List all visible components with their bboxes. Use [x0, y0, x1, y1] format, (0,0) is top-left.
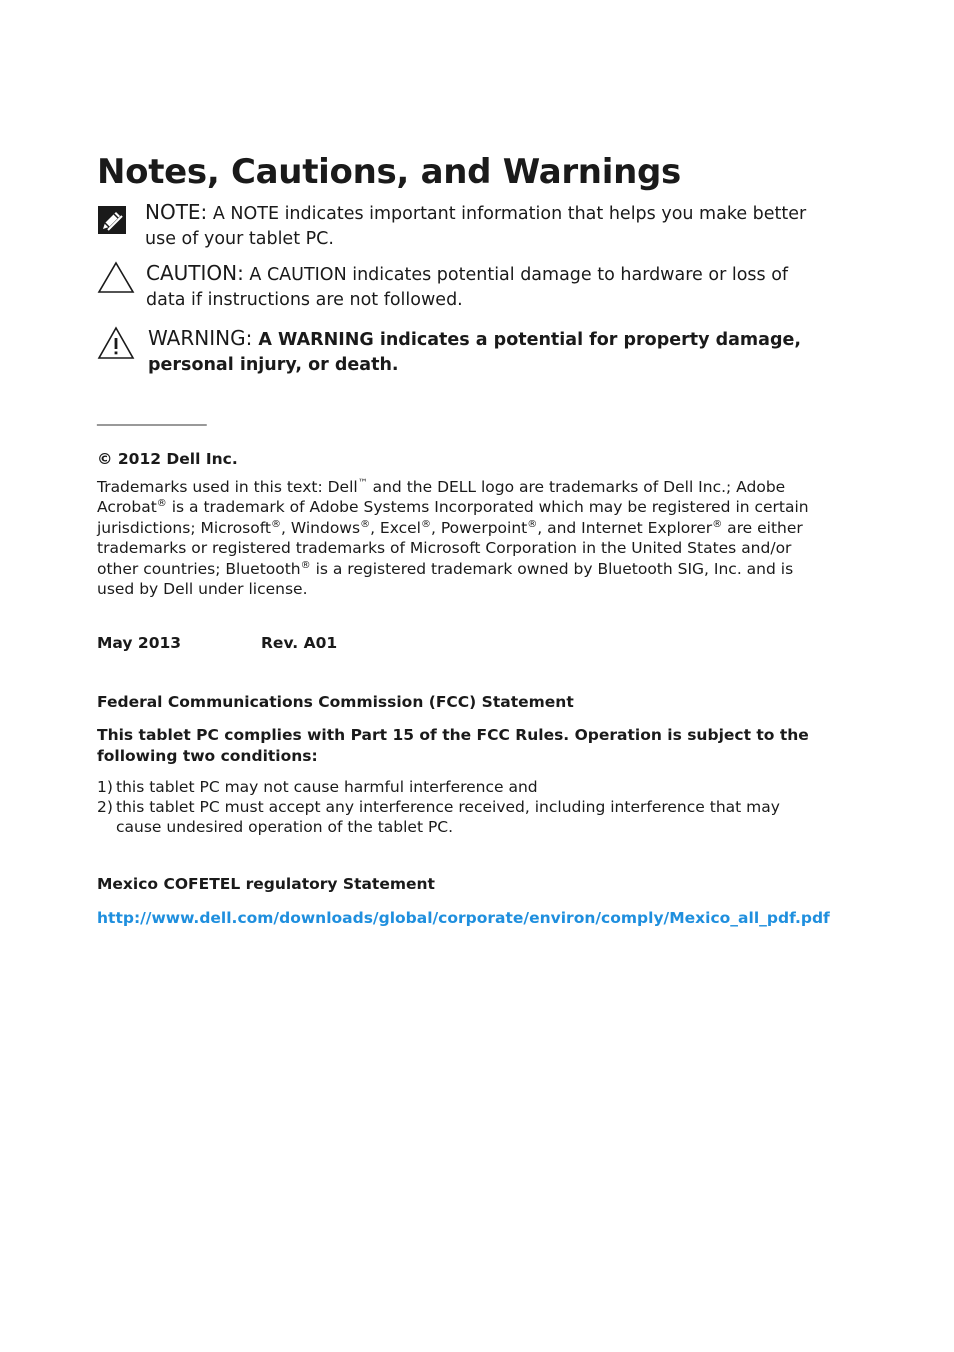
trademarks-text: are either trademarks or registered trademarks of Microsoft Corporation in the United States and/or other countries; Bluetooth — [97, 518, 803, 578]
revision-date: May 2013 — [97, 634, 182, 653]
list-item-text: this tablet PC must accept any interference received, including interference that may cause undesired operation of the tablet PC. — [116, 798, 780, 837]
registered-symbol: ® — [527, 518, 538, 530]
trademarks-text: , and Internet Explorer — [537, 518, 713, 537]
copyright: © 2012 Dell Inc. — [97, 450, 238, 468]
caution-label: CAUTION: — [146, 261, 244, 285]
list-item-number: 2) — [97, 798, 113, 817]
note-notice — [97, 200, 827, 252]
mexico-statement-link[interactable]: http://www.dell.com/downloads/global/corporate/environ/comply/Mexico_all_pdf.pdf — [97, 909, 830, 928]
trademarks-text: , Excel — [370, 518, 421, 537]
list-item-number: 1) — [97, 778, 113, 797]
document-page — [97, 150, 830, 929]
registered-symbol: ® — [300, 559, 311, 571]
note-pencil-icon — [97, 205, 127, 243]
trademarks-text: is a trademark of Adobe Systems Incorporated which may be registered in certain jurisdictions; Microsoft — [97, 498, 809, 537]
note-label: NOTE: — [145, 200, 208, 224]
trademarks-text: , Windows — [281, 518, 361, 537]
caution-text: A CAUTION indicates potential damage to hardware or loss of data if instructions are not followed. — [146, 265, 789, 310]
trademarks-text: and the DELL logo are trademarks of Dell Inc.; Adobe Acrobat — [97, 478, 786, 517]
trademarks-paragraph — [97, 477, 825, 599]
note-text: A NOTE indicates important information that helps you make better use of your tablet PC. — [145, 204, 807, 249]
registered-symbol: ® — [712, 518, 723, 530]
trademark-symbol: ™ — [357, 477, 368, 489]
list-item — [97, 797, 827, 837]
trademarks-text: Trademarks used in this text: Dell — [97, 478, 358, 496]
registered-symbol: ® — [271, 518, 282, 530]
mexico-title: Mexico COFETEL regulatory Statement — [97, 875, 435, 894]
warning-exclamation-icon — [97, 326, 135, 370]
caution-notice — [97, 261, 827, 313]
page-title: Notes, Cautions, and Warnings — [97, 152, 681, 192]
revision-line — [97, 632, 827, 654]
fcc-title: Federal Communications Commission (FCC) Statement — [97, 693, 574, 712]
trademarks-text: , Powerpoint — [430, 518, 528, 537]
separator-line: ___________________ — [97, 410, 206, 426]
registered-symbol: ® — [360, 518, 371, 530]
warning-text: A WARNING indicates a potential for property damage, personal injury, or death. — [148, 330, 802, 375]
list-item-text: this tablet PC may not cause harmful interference and — [116, 778, 538, 797]
warning-notice — [97, 326, 827, 378]
fcc-conditions — [97, 777, 827, 837]
registered-symbol: ® — [420, 518, 431, 530]
revision-number: Rev. A01 — [261, 634, 338, 653]
trademarks-text: is a registered trademark owned by Bluetooth SIG, Inc. and is used by Dell under license. — [97, 559, 794, 599]
warning-label: WARNING: — [148, 326, 253, 350]
list-item — [97, 777, 827, 797]
fcc-intro: This tablet PC complies with Part 15 of the FCC Rules. Operation is subject to the following two conditions: — [97, 726, 809, 766]
caution-triangle-icon — [97, 261, 135, 303]
registered-symbol: ® — [156, 498, 167, 510]
